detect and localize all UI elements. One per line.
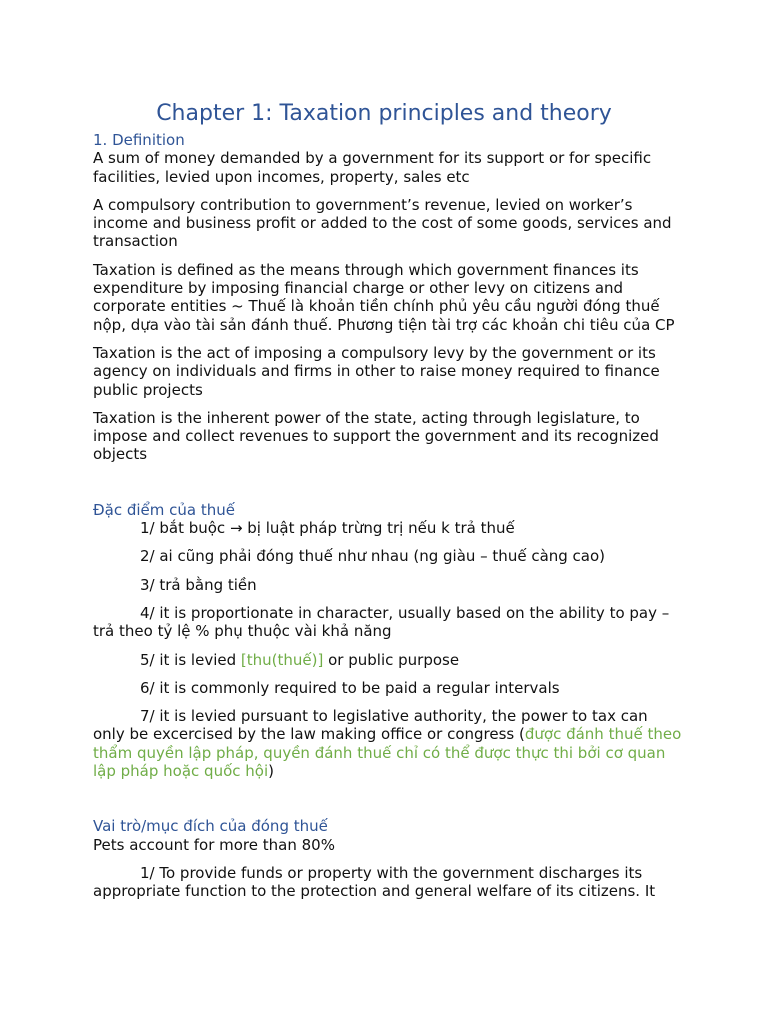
definition-paragraph-3: Taxation is defined as the means through which government finances its expenditure by imposing financial charge or other levy on citizens and corporate entities ~ Thuế là khoản tiền chính phủ yêu cầu người đóng thuế nộp, dựa vào tài sản đánh thuế. Phương tiện tài trợ các khoản chi tiêu của CP <box>93 260 675 334</box>
definition-heading: 1. Definition <box>93 131 185 149</box>
characteristic-item-1: 1/ bắt buộc → bị luật pháp trừng trị nếu k trả thuế <box>140 519 515 538</box>
role-item-1: 1/ To provide funds or property with the government discharges its appropriate function to the protection and general welfare of its citizens. It <box>93 863 656 901</box>
characteristic-item-7 <box>93 707 683 780</box>
definition-paragraph-5: Taxation is the inherent power of the state, acting through legislature, to impose and collect revenues to support the government and its recognized objects <box>93 408 659 464</box>
characteristic-item-5 <box>93 651 683 669</box>
item5-text-b: or public purpose <box>323 650 460 669</box>
characteristics-heading: Đặc điểm của thuế <box>93 500 235 519</box>
chapter-title: Chapter 1: Taxation principles and theory <box>156 101 612 126</box>
definition-paragraph-2: A compulsory contribution to government’s revenue, levied on worker’s income and business profit or added to the cost of some goods, services and transaction <box>93 195 672 251</box>
characteristic-item-4: 4/ it is proportionate in character, usually based on the ability to pay – trả theo tỷ lệ % phụ thuộc vài khả năng <box>93 603 670 641</box>
document-body <box>93 131 683 901</box>
definition-paragraph-1: A sum of money demanded by a government for its support or for specific facilities, levied upon incomes, property, sales etc <box>93 149 652 186</box>
item7-highlight: được đánh thuế theo thẩm quyền lập pháp, quyền đánh thuế chỉ có thể được thực thi bởi cơ quan lập pháp hoặc quốc hội <box>93 725 682 781</box>
definition-paragraph-4: Taxation is the act of imposing a compulsory levy by the government or its agency on individuals and firms in other to raise money required to finance public projects <box>93 343 660 399</box>
characteristic-item-2: 2/ ai cũng phải đóng thuế như nhau (ng giàu – thuế càng cao) <box>140 547 606 566</box>
characteristic-item-3: 3/ trả bằng tiền <box>140 575 257 594</box>
item7-text-a: 7/ it is levied pursuant to legislative authority, the power to tax can only be excercised by the law making office or congress ( <box>93 707 648 744</box>
item7-text-b: ) <box>268 762 274 781</box>
characteristic-item-6: 6/ it is commonly required to be paid a regular intervals <box>140 678 560 697</box>
item5-text-a: 5/ it is levied <box>140 650 241 669</box>
role-intro: Pets account for more than 80% <box>93 835 335 854</box>
role-heading: Vai trò/mục đích của đóng thuế <box>93 817 328 836</box>
item5-highlight: [thu(thuế)] <box>240 650 324 669</box>
